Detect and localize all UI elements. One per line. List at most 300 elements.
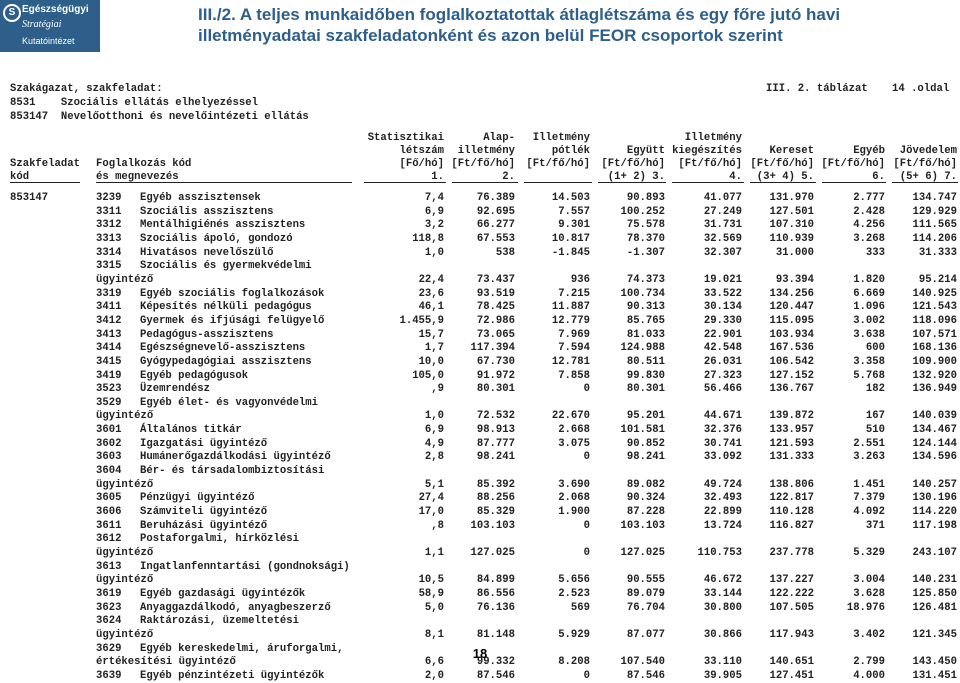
row-value-col-3: 2.668 — [558, 424, 590, 437]
row-value-col-3: 7.858 — [558, 369, 590, 382]
row-value-col-4: 87.546 — [626, 669, 665, 682]
row-value-col-6: 120.447 — [769, 301, 814, 314]
row-value-col-2: 85.329 — [476, 505, 515, 518]
row-value-col-6: 121.593 — [769, 437, 814, 450]
row-value-col-8: 117.198 — [912, 519, 957, 532]
row-value-col-5: 33.522 — [703, 287, 742, 300]
row-feor-code: 3413 — [96, 328, 122, 341]
row-value-col-5: 30.741 — [703, 437, 742, 450]
row-value-col-8: 114.220 — [912, 505, 957, 518]
row-feor-code: 3619 — [96, 587, 122, 600]
row-value-col-2: 67.553 — [476, 232, 515, 245]
row-occupation-name: Szociális asszisztens — [140, 205, 274, 218]
row-value-col-3: 0 — [583, 451, 590, 464]
row-value-col-4: 90.555 — [626, 574, 665, 587]
row-value-col-1: 6,6 — [424, 656, 444, 669]
row-value-col-4: 87.228 — [626, 505, 665, 518]
row-value-col-1: 10,5 — [418, 574, 444, 587]
row-value-col-3: 5.929 — [558, 628, 590, 641]
row-value-col-2: 98.241 — [476, 451, 515, 464]
table-row — [0, 288, 960, 301]
row-value-col-4: 98.241 — [626, 451, 665, 464]
table-row — [0, 588, 960, 601]
row-value-col-1: 1.455,9 — [399, 314, 444, 327]
table-row — [0, 561, 960, 574]
row-feor-code: 3239 — [96, 192, 122, 204]
row-value-col-4: -1.307 — [626, 246, 665, 259]
row-value-col-6: 115.095 — [769, 314, 814, 327]
institute-logo — [0, 0, 100, 52]
row-value-col-2: 92.695 — [476, 205, 515, 218]
row-value-col-4: 103.103 — [620, 519, 665, 532]
row-value-col-2: 76.389 — [476, 192, 515, 204]
row-value-col-3: 14.503 — [551, 192, 590, 204]
row-value-col-3: 12.779 — [551, 314, 590, 327]
row-value-col-4: 76.704 — [626, 601, 665, 614]
row-value-col-3: 3.690 — [558, 478, 590, 491]
row-occupation-name: Hivatásos nevelőszülő — [140, 246, 274, 259]
row-value-col-3: 936 — [570, 273, 590, 286]
row-value-col-6: 137.227 — [769, 574, 814, 587]
row-occupation-name: Mentálhigiénés asszisztens — [140, 219, 306, 232]
row-occupation-name: ügyintéző — [96, 273, 154, 286]
row-feor-code: 3523 — [96, 383, 122, 396]
row-value-col-3: 11.887 — [551, 301, 590, 314]
row-occupation-name: Szociális és gyermekvédelmi — [140, 260, 312, 273]
row-value-col-7: 3.004 — [853, 574, 885, 587]
row-value-col-4: 101.581 — [620, 424, 665, 437]
row-value-col-2: 103.103 — [470, 519, 515, 532]
header-egyutt: Együtt — [626, 145, 665, 157]
table-row — [0, 410, 960, 423]
row-value-col-5: 31.731 — [703, 219, 742, 232]
row-value-col-5: 46.672 — [703, 574, 742, 587]
row-value-col-5: 19.021 — [703, 273, 742, 286]
row-occupation-name: ügyintéző — [96, 478, 154, 491]
row-occupation-name: Egyéb gazdasági ügyintézők — [140, 587, 306, 600]
row-occupation-name: Gyógypedagógiai asszisztens — [140, 355, 312, 368]
row-value-col-7: 510 — [865, 424, 885, 437]
row-value-col-4: 100.734 — [620, 287, 665, 300]
row-feor-code: 3311 — [96, 205, 122, 218]
row-value-col-6: 31.000 — [775, 246, 814, 259]
table-row — [0, 615, 960, 628]
row-value-col-2: 73.437 — [476, 273, 515, 286]
rule-col-8 — [892, 182, 958, 183]
row-value-col-8: 31.333 — [918, 246, 957, 259]
row-value-col-6: 107.505 — [769, 601, 814, 614]
row-value-col-5: 49.724 — [703, 478, 742, 491]
row-value-col-7: 2.799 — [853, 656, 885, 669]
row-value-col-5: 26.031 — [703, 355, 742, 368]
row-value-col-5: 33.110 — [703, 656, 742, 669]
page-number: 18 — [472, 646, 488, 661]
row-value-col-8: 131.451 — [912, 669, 957, 682]
header-szakfeladat: Szakfeladat — [10, 158, 80, 170]
row-occupation-name: Pedagógus-asszisztens — [140, 328, 274, 341]
logo-line-1: Egészségügyi — [22, 4, 89, 15]
header-col-3: (1+ 2) 3. — [607, 171, 665, 183]
row-value-col-7: 3.358 — [853, 355, 885, 368]
rule-col-2 — [452, 182, 518, 183]
row-value-col-6: 131.333 — [769, 451, 814, 464]
row-value-col-3: 7.557 — [558, 205, 590, 218]
row-value-col-1: 105,0 — [412, 369, 444, 382]
row-value-col-4: 99.830 — [626, 369, 665, 382]
row-value-col-8: 140.925 — [912, 287, 957, 300]
row-value-col-5: 27.323 — [703, 369, 742, 382]
row-value-col-3: 0 — [583, 383, 590, 396]
row-value-col-7: 3.402 — [853, 628, 885, 641]
row-value-col-8: 126.481 — [912, 601, 957, 614]
row-value-col-6: 127.152 — [769, 369, 814, 382]
row-value-col-2: 72.532 — [476, 410, 515, 423]
row-value-col-7: 7.379 — [853, 492, 885, 505]
row-value-col-7: 5.768 — [853, 369, 885, 382]
table-row — [0, 329, 960, 342]
row-value-col-7: 4.000 — [853, 669, 885, 682]
row-value-col-2: 538 — [495, 246, 515, 259]
row-value-col-7: 3.263 — [853, 451, 885, 464]
row-value-col-4: 90.313 — [626, 301, 665, 314]
header-alap: Alap- — [483, 132, 515, 144]
row-value-col-3: 0 — [583, 519, 590, 532]
row-value-col-1: 3,2 — [424, 219, 444, 232]
row-value-col-3: 0 — [583, 669, 590, 682]
row-value-col-8: 132.920 — [912, 369, 957, 382]
row-value-col-2: 67.730 — [476, 355, 515, 368]
row-value-col-4: 80.301 — [626, 383, 665, 396]
row-feor-code: 3314 — [96, 246, 122, 259]
row-value-col-4: 89.082 — [626, 478, 665, 491]
row-value-col-8: 134.747 — [912, 192, 957, 204]
row-value-col-1: 6,9 — [424, 205, 444, 218]
header-unit-2: [Ft/fő/hó] — [526, 158, 590, 170]
row-occupation-name: Raktározási, üzemeltetési — [140, 615, 299, 628]
row-value-col-7: 1.096 — [853, 301, 885, 314]
row-feor-code: 3313 — [96, 232, 122, 245]
row-value-col-1: 46,1 — [418, 301, 444, 314]
row-szakfeladat: 853147 — [10, 192, 49, 204]
header-col-7: (5+ 6) 7. — [899, 171, 957, 183]
table-row — [0, 301, 960, 314]
row-value-col-5: 27.249 — [703, 205, 742, 218]
row-occupation-name: Egyéb szociális foglalkozások — [140, 287, 325, 300]
title-line-2: illetményadatai szakfeladatonként és azon belül FEOR csoportok szerint — [198, 26, 783, 45]
table-row — [0, 670, 960, 683]
table-row — [0, 547, 960, 560]
row-feor-code: 3612 — [96, 533, 122, 546]
row-value-col-3: 12.781 — [551, 355, 590, 368]
row-value-col-8: 140.231 — [912, 574, 957, 587]
row-value-col-7: 3.002 — [853, 314, 885, 327]
row-value-col-4: 80.511 — [626, 355, 665, 368]
row-value-col-4: 87.077 — [626, 628, 665, 641]
row-occupation-name: Szociális ápoló, gondozó — [140, 232, 293, 245]
row-occupation-name: Gyermek és ifjúsági felügyelő — [140, 314, 325, 327]
row-value-col-4: 100.252 — [620, 205, 665, 218]
row-value-col-2: 72.986 — [476, 314, 515, 327]
row-occupation-name: Egészségnevelő-asszisztens — [140, 342, 306, 355]
row-feor-code: 3629 — [96, 642, 122, 655]
row-value-col-4: 74.373 — [626, 273, 665, 286]
table-row — [0, 356, 960, 369]
table-row — [0, 260, 960, 273]
row-value-col-6: 167.536 — [769, 342, 814, 355]
row-value-col-5: 29.330 — [703, 314, 742, 327]
row-value-col-1: 5,0 — [424, 601, 444, 614]
row-value-col-1: 5,1 — [424, 478, 444, 491]
header-unit-6: [Ft/fő/hó] — [821, 158, 885, 170]
row-value-col-7: 333 — [865, 246, 885, 259]
row-value-col-5: 22.901 — [703, 328, 742, 341]
row-value-col-4: 127.025 — [620, 546, 665, 559]
table-row — [0, 233, 960, 246]
row-occupation-name: értékesítési ügyintéző — [96, 656, 236, 669]
row-feor-code: 3604 — [96, 465, 122, 477]
row-value-col-3: 8.208 — [558, 656, 590, 669]
row-occupation-name: Egyéb asszisztensek — [140, 192, 261, 204]
row-value-col-2: 85.392 — [476, 478, 515, 491]
row-feor-code: 3411 — [96, 301, 122, 314]
table-row — [0, 424, 960, 437]
row-value-col-7: 5.329 — [853, 546, 885, 559]
row-value-col-1: 15,7 — [418, 328, 444, 341]
row-value-col-4: 89.079 — [626, 587, 665, 600]
row-value-col-3: 2.068 — [558, 492, 590, 505]
header-potlek: pótlék — [551, 145, 590, 157]
row-value-col-8: 134.596 — [912, 451, 957, 464]
row-value-col-5: 32.307 — [703, 246, 742, 259]
header-kereset: Kereset — [769, 145, 814, 157]
header-megnevezes: és megnevezés — [96, 171, 179, 183]
row-feor-code: 3623 — [96, 601, 122, 614]
table-row — [0, 342, 960, 355]
table-row — [0, 533, 960, 546]
row-value-col-5: 41.077 — [703, 192, 742, 204]
page-title — [198, 4, 898, 46]
row-value-col-6: 117.943 — [769, 628, 814, 641]
table-row — [0, 438, 960, 451]
row-occupation-name: Bér- és társadalombiztosítási — [140, 465, 325, 477]
row-value-col-3: -1.845 — [551, 246, 590, 259]
row-value-col-2: 80.301 — [476, 383, 515, 396]
row-value-col-3: 22.670 — [551, 410, 590, 423]
table-row — [0, 383, 960, 396]
row-value-col-6: 138.806 — [769, 478, 814, 491]
logo-line-2: Stratégiai — [22, 19, 62, 30]
row-value-col-7: 600 — [865, 342, 885, 355]
rule-kod — [10, 182, 80, 183]
row-value-col-8: 129.929 — [912, 205, 957, 218]
table-row — [0, 274, 960, 287]
header-illetmeny: illetmény — [457, 145, 515, 157]
row-feor-code: 3315 — [96, 260, 122, 273]
row-value-col-8: 118.096 — [912, 314, 957, 327]
rule-col-3 — [524, 182, 592, 183]
table-row — [0, 602, 960, 615]
header-letszam: létszám — [399, 145, 444, 157]
row-value-col-4: 75.578 — [626, 219, 665, 232]
row-value-col-3: 7.215 — [558, 287, 590, 300]
table-row — [0, 370, 960, 383]
title-line-1: III./2. A teljes munkaidőben foglalkoztatottak átlaglétszáma és egy főre jutó havi — [198, 5, 841, 24]
row-value-col-7: 4.256 — [853, 219, 885, 232]
row-occupation-name: ügyintéző — [96, 546, 154, 559]
row-value-col-1: 118,8 — [412, 232, 444, 245]
row-feor-code: 3613 — [96, 560, 122, 573]
row-value-col-6: 122.222 — [769, 587, 814, 600]
szakfeladat-line: 853147 Nevelőotthoni és nevelőintézeti ellátás — [10, 111, 309, 123]
row-occupation-name: Beruházási ügyintéző — [140, 519, 268, 532]
row-occupation-name: Igazgatási ügyintéző — [140, 437, 268, 450]
row-value-col-1: 1,0 — [424, 246, 444, 259]
row-value-col-1: 2,0 — [424, 669, 444, 682]
row-value-col-7: 371 — [865, 519, 885, 532]
row-value-col-1: 17,0 — [418, 505, 444, 518]
row-value-col-6: 237.778 — [769, 546, 814, 559]
table-row — [0, 574, 960, 587]
row-value-col-7: 1.820 — [853, 273, 885, 286]
row-value-col-7: 3.628 — [853, 587, 885, 600]
row-value-col-3: 1.900 — [558, 505, 590, 518]
header-col-5: (3+ 4) 5. — [756, 171, 814, 183]
rule-megnevezes — [96, 182, 352, 183]
row-value-col-8: 136.949 — [912, 383, 957, 396]
row-value-col-6: 103.934 — [769, 328, 814, 341]
szakagazat-label: Szakágazat, szakfeladat: — [10, 83, 163, 95]
table-reference: III. 2. táblázat — [766, 83, 868, 95]
row-feor-code: 3611 — [96, 519, 122, 532]
rule-col-7 — [822, 182, 886, 183]
row-feor-code: 3603 — [96, 451, 122, 464]
row-value-col-5: 44.671 — [703, 410, 742, 423]
row-value-col-1: 2,8 — [424, 451, 444, 464]
row-value-col-7: 3.268 — [853, 232, 885, 245]
row-value-col-8: 107.571 — [912, 328, 957, 341]
header-fo-ho: [Fő/hó] — [399, 158, 444, 170]
row-value-col-8: 124.144 — [912, 437, 957, 450]
row-value-col-5: 30.134 — [703, 301, 742, 314]
row-value-col-6: 136.767 — [769, 383, 814, 396]
row-value-col-2: 84.899 — [476, 574, 515, 587]
row-value-col-2: 98.913 — [476, 424, 515, 437]
row-value-col-8: 140.257 — [912, 478, 957, 491]
rule-col-1 — [364, 182, 446, 183]
row-occupation-name: ügyintéző — [96, 628, 154, 641]
row-value-col-2: 127.025 — [470, 546, 515, 559]
row-value-col-6: 106.542 — [769, 355, 814, 368]
table-row — [0, 492, 960, 505]
row-feor-code: 3639 — [96, 669, 122, 682]
row-value-col-3: 9.301 — [558, 219, 590, 232]
row-value-col-8: 130.196 — [912, 492, 957, 505]
row-value-col-6: 127.451 — [769, 669, 814, 682]
row-feor-code: 3529 — [96, 396, 122, 409]
row-value-col-1: 1,7 — [424, 342, 444, 355]
row-value-col-3: 10.817 — [551, 232, 590, 245]
row-value-col-4: 90.893 — [626, 192, 665, 204]
row-feor-code: 3415 — [96, 355, 122, 368]
row-value-col-2: 91.972 — [476, 369, 515, 382]
row-occupation-name: Ingatlanfenntartási (gondnoksági) — [140, 560, 350, 573]
row-value-col-8: 125.850 — [912, 587, 957, 600]
row-value-col-1: 23,6 — [418, 287, 444, 300]
table-row — [0, 520, 960, 533]
row-value-col-3: 5.656 — [558, 574, 590, 587]
header-col-2: 2. — [502, 171, 515, 183]
row-value-col-5: 32.569 — [703, 232, 742, 245]
row-feor-code: 3319 — [96, 287, 122, 300]
row-value-col-7: 6.669 — [853, 287, 885, 300]
row-value-col-7: 182 — [865, 383, 885, 396]
row-value-col-7: 167 — [865, 410, 885, 423]
header-kiegeszites: kiegészítés — [672, 145, 742, 157]
row-value-col-5: 110.753 — [697, 546, 742, 559]
row-occupation-name: Anyaggazdálkodó, anyagbeszerző — [140, 601, 331, 614]
row-value-col-5: 42.548 — [703, 342, 742, 355]
row-occupation-name: Képesítés nélküli pedagógus — [140, 301, 312, 314]
row-value-col-8: 109.900 — [912, 355, 957, 368]
rule-col-4 — [598, 182, 666, 183]
row-value-col-7: 2.428 — [853, 205, 885, 218]
row-value-col-3: 7.969 — [558, 328, 590, 341]
row-value-col-6: 110.939 — [769, 232, 814, 245]
table-row — [0, 192, 960, 205]
header-illetmeny-2: Illetmény — [532, 132, 590, 144]
row-value-col-1: 7,4 — [424, 192, 444, 204]
row-value-col-6: 110.128 — [769, 505, 814, 518]
row-value-col-5: 32.376 — [703, 424, 742, 437]
row-value-col-1: 1,0 — [424, 410, 444, 423]
row-value-col-1: 22,4 — [418, 273, 444, 286]
row-value-col-5: 30.800 — [703, 601, 742, 614]
header-unit-3: [Ft/fő/hó] — [601, 158, 665, 170]
row-value-col-1: 6,9 — [424, 424, 444, 437]
table-row — [0, 219, 960, 232]
row-occupation-name: Számviteli ügyintéző — [140, 505, 268, 518]
row-value-col-5: 13.724 — [703, 519, 742, 532]
row-value-col-4: 78.370 — [626, 232, 665, 245]
row-value-col-3: 569 — [570, 601, 590, 614]
row-feor-code: 3605 — [96, 492, 122, 505]
row-value-col-7: 1.451 — [853, 478, 885, 491]
row-value-col-8: 134.467 — [912, 424, 957, 437]
table-row — [0, 451, 960, 464]
row-value-col-6: 93.394 — [775, 273, 814, 286]
header-kod: kód — [10, 171, 30, 183]
row-occupation-name: ügyintéző — [96, 574, 154, 587]
row-value-col-5: 33.092 — [703, 451, 742, 464]
row-value-col-2: 117.394 — [470, 342, 515, 355]
row-value-col-1: 27,4 — [418, 492, 444, 505]
row-value-col-1: 58,9 — [418, 587, 444, 600]
table-row — [0, 315, 960, 328]
row-feor-code: 3412 — [96, 314, 122, 327]
page-reference: 14 .oldal — [892, 83, 950, 95]
row-value-col-4: 124.988 — [620, 342, 665, 355]
row-value-col-1: 10,0 — [418, 355, 444, 368]
header-illetmeny-3: Illetmény — [684, 132, 742, 144]
row-value-col-6: 134.256 — [769, 287, 814, 300]
row-value-col-6: 139.872 — [769, 410, 814, 423]
row-value-col-7: 18.976 — [846, 601, 885, 614]
row-value-col-1: ,8 — [431, 519, 444, 532]
row-value-col-2: 87.777 — [476, 437, 515, 450]
logo-line-3: Kutatóintézet — [22, 36, 75, 46]
row-value-col-7: 4.092 — [853, 505, 885, 518]
row-value-col-7: 2.777 — [853, 192, 885, 204]
